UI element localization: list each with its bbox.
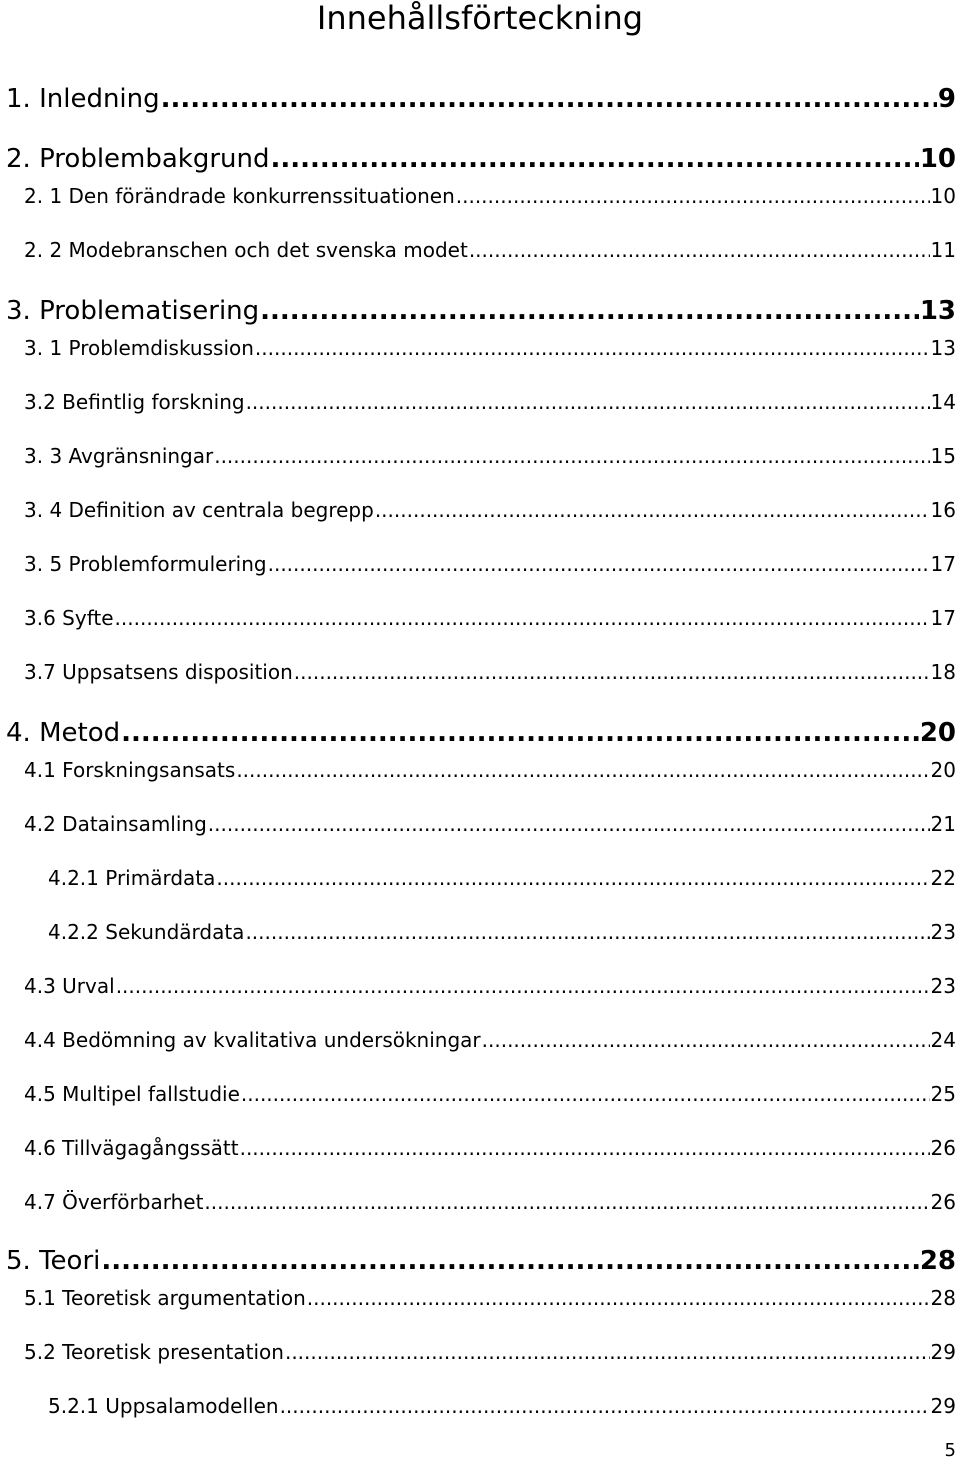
toc-leader-dots — [236, 756, 929, 784]
toc-page-number: 16 — [930, 498, 956, 522]
toc-entry[interactable] — [24, 604, 956, 632]
toc-entry[interactable] — [48, 864, 956, 892]
toc-entry-label: 2. Problembakgrund — [6, 144, 270, 174]
toc-entry[interactable] — [24, 550, 956, 578]
toc-page-number: 20 — [919, 718, 956, 748]
toc-entry[interactable] — [24, 1338, 956, 1366]
toc-entry[interactable] — [24, 182, 956, 210]
toc-page-number: 28 — [930, 1286, 956, 1310]
toc-entry[interactable] — [6, 142, 956, 176]
toc-page-number: 26 — [930, 1190, 956, 1214]
toc-entry-label: 5.2.1 Uppsalamodellen — [48, 1394, 279, 1418]
toc-entry[interactable] — [6, 1244, 956, 1278]
toc-entry-label: 5.1 Teoretisk argumentation — [24, 1286, 306, 1310]
toc-entry-label: 3. 4 Definition av centrala begrepp — [24, 498, 374, 522]
toc-leader-dots — [375, 496, 930, 524]
toc-leader-dots — [456, 182, 930, 210]
toc-leader-dots — [246, 388, 930, 416]
toc-leader-dots — [482, 1026, 930, 1054]
toc-entry[interactable] — [24, 388, 956, 416]
toc-page-number: 18 — [930, 660, 956, 684]
toc-entry-label: 1. Inledning — [6, 84, 160, 114]
toc-entry-label: 2. 1 Den förändrade konkurrenssituationen — [24, 184, 455, 208]
toc-entry-label: 3. 5 Problemformulering — [24, 552, 267, 576]
toc-entry[interactable] — [24, 972, 956, 1000]
toc-page-number: 28 — [919, 1246, 956, 1276]
toc-page-number: 17 — [930, 606, 956, 630]
toc-page-number: 10 — [930, 184, 956, 208]
toc-page-number: 9 — [937, 84, 956, 114]
toc-entry-label: 5.2 Teoretisk presentation — [24, 1340, 284, 1364]
toc-leader-dots — [161, 82, 937, 116]
toc-entry[interactable] — [24, 236, 956, 264]
toc-page-number: 29 — [930, 1394, 956, 1418]
toc-entry-label: 3. Problematisering — [6, 296, 260, 326]
toc-page-number: 23 — [930, 920, 956, 944]
toc-page-number: 22 — [930, 866, 956, 890]
toc-entry[interactable] — [6, 294, 956, 328]
toc-entry[interactable] — [24, 658, 956, 686]
toc-page-number: 21 — [930, 812, 956, 836]
toc-entry[interactable] — [24, 756, 956, 784]
toc-entry[interactable] — [24, 1134, 956, 1162]
toc-leader-dots — [214, 442, 929, 470]
toc-entry-label: 4.5 Multipel fallstudie — [24, 1082, 240, 1106]
toc-page-number: 14 — [930, 390, 956, 414]
toc-leader-dots — [216, 864, 929, 892]
toc-entry[interactable] — [24, 334, 956, 362]
toc-page-number: 29 — [930, 1340, 956, 1364]
toc-entry-label: 3.7 Uppsatsens disposition — [24, 660, 293, 684]
toc-page-number: 13 — [930, 336, 956, 360]
toc-leader-dots — [245, 918, 929, 946]
toc-entry[interactable] — [48, 1392, 956, 1420]
toc-leader-dots — [307, 1284, 930, 1312]
page-title: Innehållsförteckning — [316, 0, 644, 37]
toc-entry[interactable] — [6, 82, 956, 116]
toc-entry-label: 4.3 Urval — [24, 974, 115, 998]
toc-entry-label: 4.6 Tillvägagångssätt — [24, 1136, 239, 1160]
toc-leader-dots — [294, 658, 930, 686]
toc-leader-dots — [260, 294, 919, 328]
toc-entry-label: 4.2.2 Sekundärdata — [48, 920, 245, 944]
toc-page-number: 11 — [930, 238, 956, 262]
toc-entry[interactable] — [6, 716, 956, 750]
toc-page-number: 15 — [930, 444, 956, 468]
toc-entry[interactable] — [24, 442, 956, 470]
toc-leader-dots — [208, 810, 930, 838]
toc-leader-dots — [268, 550, 930, 578]
toc-entry-label: 2. 2 Modebranschen och det svenska modet — [24, 238, 468, 262]
toc-entry-label: 4.1 Forskningsansats — [24, 758, 236, 782]
toc-entry[interactable] — [24, 1284, 956, 1312]
page-number: 5 — [944, 1440, 956, 1461]
toc-entry-label: 4. Metod — [6, 718, 121, 748]
toc-leader-dots — [241, 1080, 930, 1108]
toc-page-number: 10 — [919, 144, 956, 174]
toc-leader-dots — [116, 972, 930, 1000]
toc-entry-label: 3. 3 Avgränsningar — [24, 444, 214, 468]
toc-page-number: 24 — [930, 1028, 956, 1052]
toc-leader-dots — [121, 716, 919, 750]
toc-leader-dots — [115, 604, 930, 632]
toc-leader-dots — [271, 142, 919, 176]
toc-entry-label: 4.2.1 Primärdata — [48, 866, 216, 890]
toc-leader-dots — [101, 1244, 918, 1278]
toc-entry-label: 3.2 Befintlig forskning — [24, 390, 245, 414]
toc-leader-dots — [255, 334, 930, 362]
toc-entry-label: 4.7 Överförbarhet — [24, 1190, 204, 1214]
toc-entry-label: 3.6 Syfte — [24, 606, 114, 630]
toc-entry-label: 5. Teori — [6, 1246, 101, 1276]
toc-leader-dots — [469, 236, 930, 264]
toc-page-number: 20 — [930, 758, 956, 782]
toc-page-number: 23 — [930, 974, 956, 998]
toc-entry-label: 4.2 Datainsamling — [24, 812, 207, 836]
toc-entry[interactable] — [24, 496, 956, 524]
toc-entry-label: 3. 1 Problemdiskussion — [24, 336, 254, 360]
toc-leader-dots — [204, 1188, 929, 1216]
toc-page-number: 13 — [919, 296, 956, 326]
toc-entry[interactable] — [24, 1026, 956, 1054]
toc-leader-dots — [280, 1392, 930, 1420]
toc-entry-label: 4.4 Bedömning av kvalitativa undersökningar — [24, 1028, 481, 1052]
toc-entry[interactable] — [24, 810, 956, 838]
toc-page-number: 17 — [930, 552, 956, 576]
toc-entry[interactable] — [24, 1080, 956, 1108]
toc-entry[interactable] — [48, 918, 956, 946]
toc-leader-dots — [285, 1338, 930, 1366]
toc-entry[interactable] — [24, 1188, 956, 1216]
toc-page-number: 26 — [930, 1136, 956, 1160]
toc-page-number: 25 — [930, 1082, 956, 1106]
toc-leader-dots — [240, 1134, 930, 1162]
